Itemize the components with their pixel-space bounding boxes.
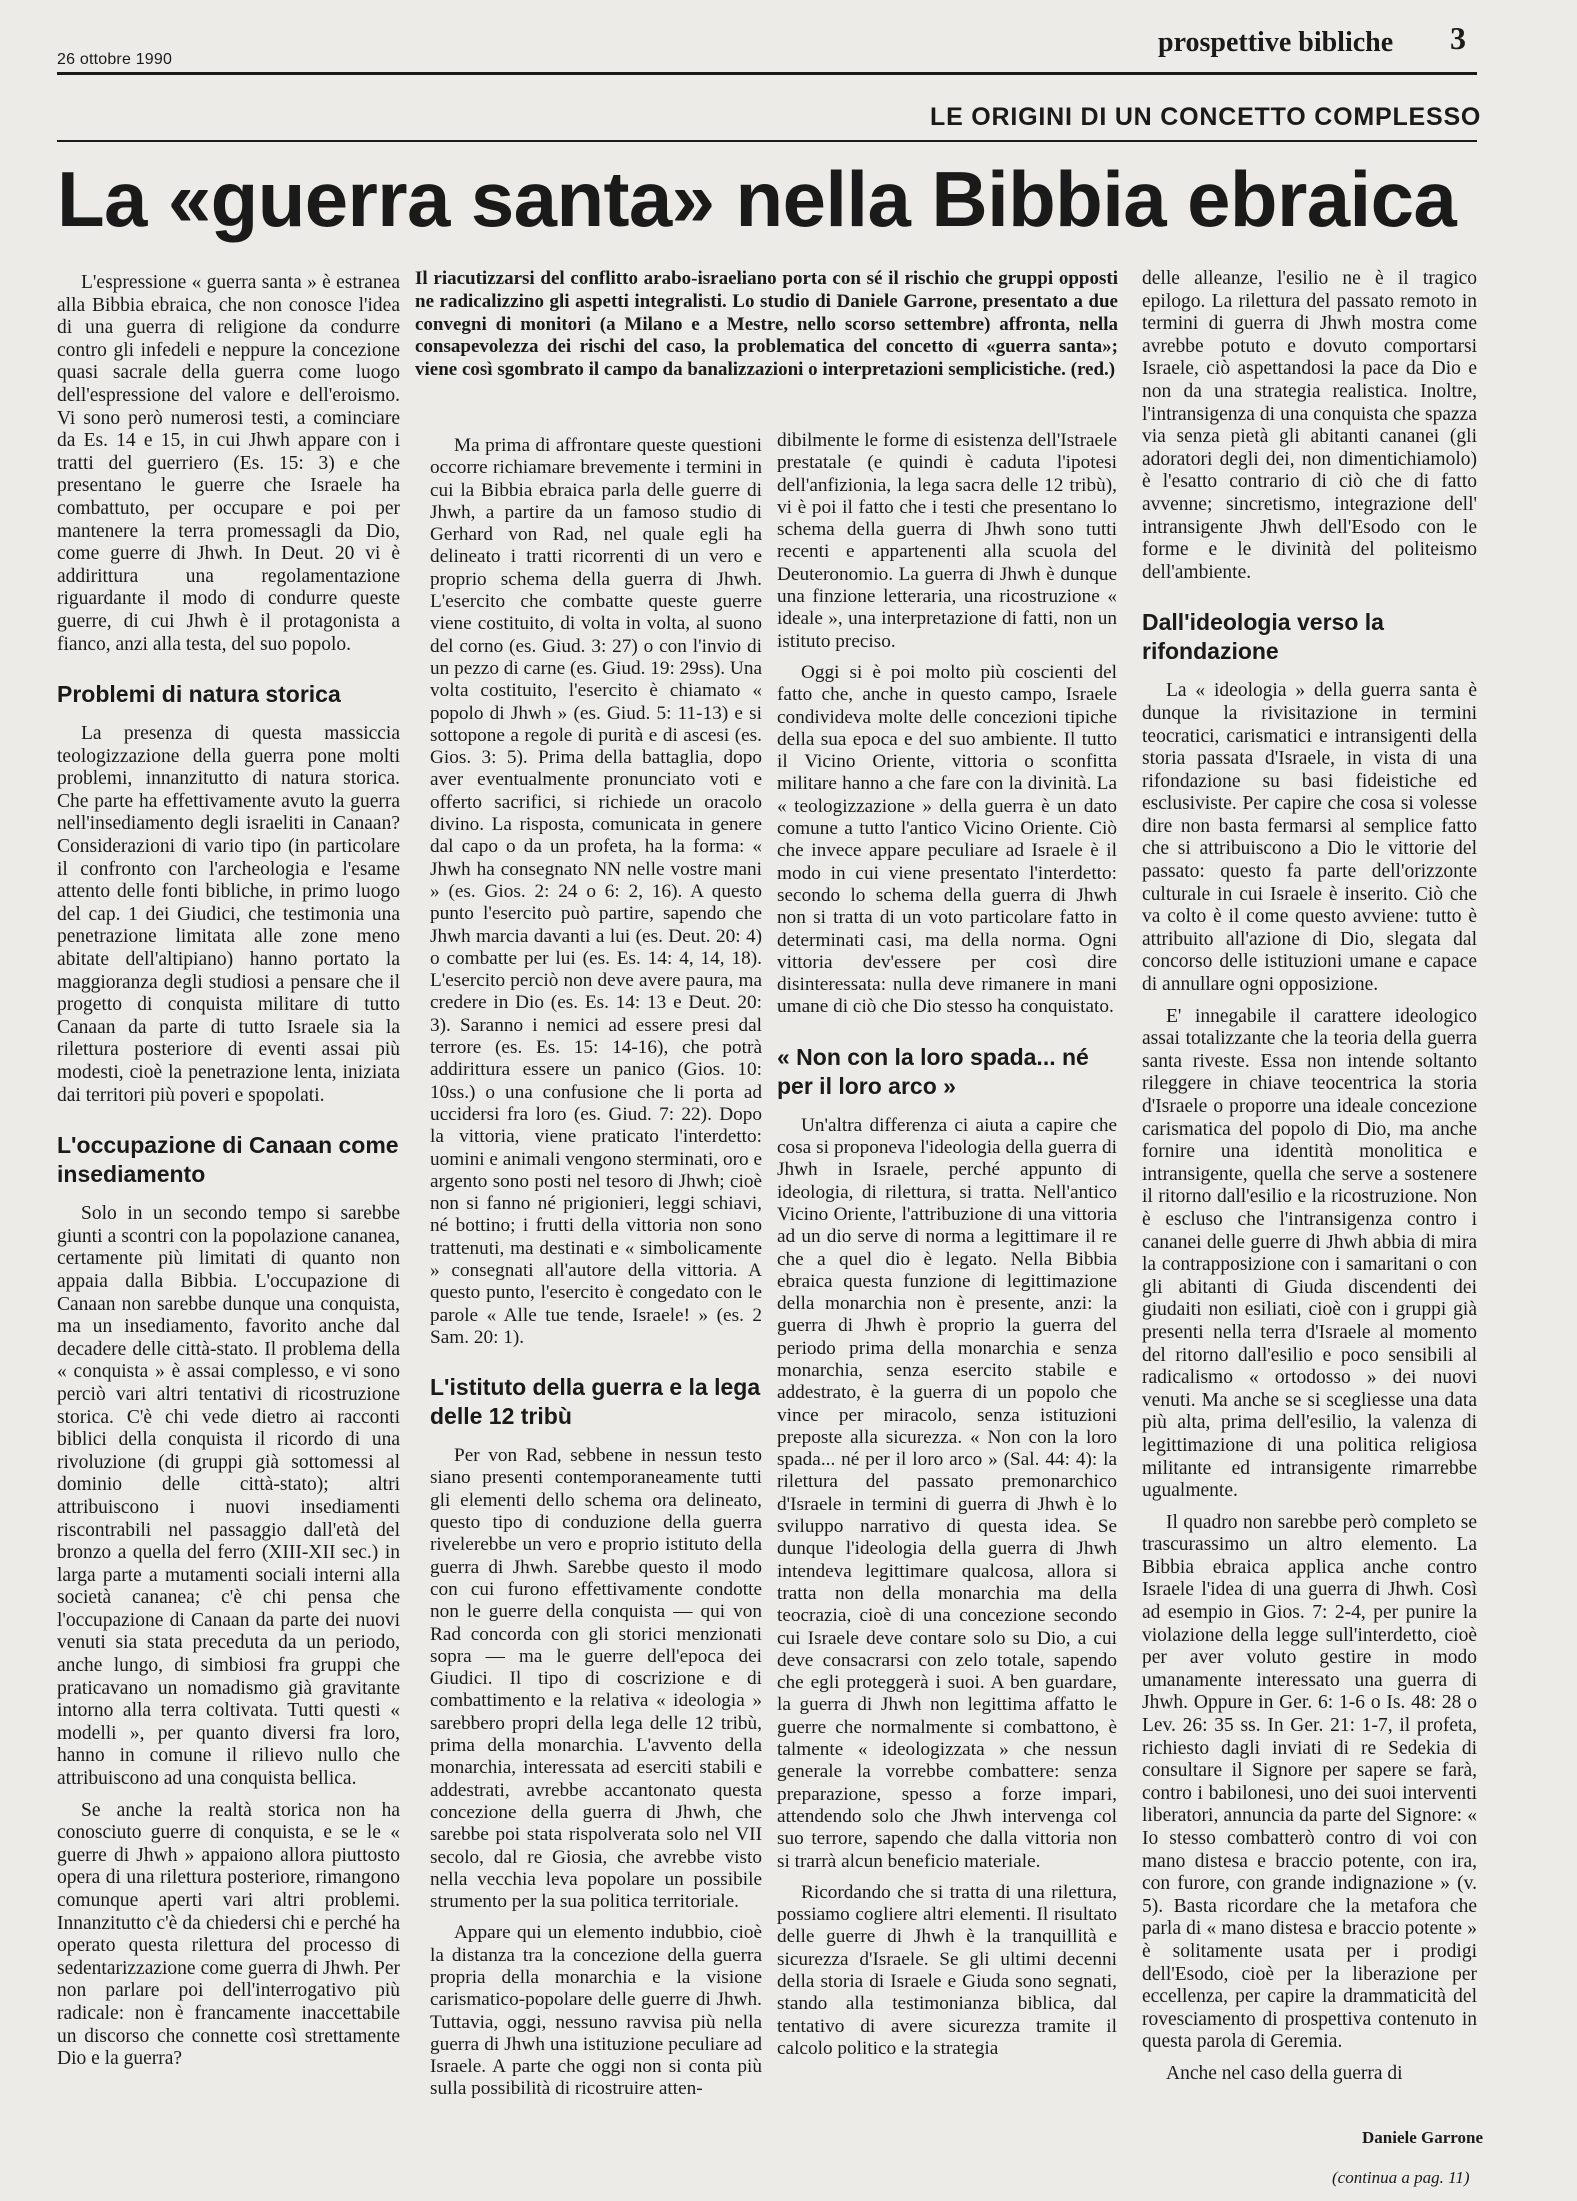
paragraph: Oggi si è poi molto più coscienti del fatto che, anche in questo campo, Israele condivideva molte delle concezioni tipiche della sua epoca e del suo ambiente. Il tutto il Vicino Oriente, vittoria o sconfitta militare hanno a che fare con la divinità. La « teologizzazione » della guerra è un dato comune a tutto l'antico Vicino Oriente. Ciò che invece appare peculiare ad Israele è il modo in cui viene presentato l'interdetto: secondo lo schema della guerra di Jhwh non si tratta di un voto particolare fatto in determinati casi, ma della norma. Ogni vittoria dev'essere per così dire disinteressata: nulla deve rimanere in mani umane di ciò che Dio stesso ha conquistato. bbox=[777, 661, 1117, 1018]
paragraph: Ma prima di affrontare queste questioni occorre richiamare brevemente i termini in cui la Bibbia ebraica parla delle guerre di Jhwh, a partire da un famoso studio di Gerhard von Rad, nel quale egli ha delineato i tratti ricorrenti di un vero e proprio schema della guerra di Jhwh. L'esercito che combatte queste guerre viene costituito, di volta in volta, al suono del corno (es. Giud. 3: 27) o con l'invio di un pezzo di carne (es. Giud. 19: 29ss). Una volta costituito, l'esercito è chiamato « popolo di Jhwh » (es. Giud. 5: 11-13) e si sottopone a regole di purità e di ascesi (es. Gios. 3: 5). Prima della battaglia, dopo aver eventualmente pronunciato voti e offerto sacrifici, si richiede un oracolo divino. La risposta, comunicata in genere dal capo o da un profeta, ha la forma: « Jhwh ha consegnato NN nelle vostre mani » (es. Gios. 2: 24 o 6: 2, 16). A questo punto l'esercito può partire, sapendo che Jhwh marcia davanti a lui (es. Deut. 20: 4) o combatte per lui (es. Es. 14: 4, 14, 18). L'esercito perciò non deve avere paura, ma credere in Dio (es. Es. 14: 13 e Deut. 20: 3). Saranno i nemici ad essere presi dal terrore (es. Es. 15: 14-16), che potrà addirittura essere un panico (Gios. 10: 10ss.) o una confusione che li porta ad uccidersi fra loro (es. Giud. 7: 22). Dopo la vittoria, viene praticato l'interdetto: uomini e animali vengono sterminati, oro e argento sono posti nel tesoro di Jhwh; cioè non si fanno né prigionieri, leggi schiavi, né bottino; i frutti della vittoria non sono trattenuti, ma destinati e « simbolicamente » consegnati all'autore della vittoria. A questo punto, l'esercito è congedato con le parole « Alle tue tende, Israele! » (es. 2 Sam. 20: 1). bbox=[430, 435, 762, 1348]
article-headline: La «guerra santa» nella Bibbia ebraica bbox=[57, 155, 1457, 243]
paragraph: E' innegabile il carattere ideologico assai totalizzante che la teoria della guerra santa riveste. Essa non intende soltanto rileggere in chiave teocentrica la storia d'Israele o proporre una ideale concezione carismatica del popolo di Dio, ma anche fornire una identità monolitica e intransigente, quella che serve a sostenere il ritorno dall'esilio e la ricostruzione. Non è escluso che l'intransigenza contro i cananei delle guerre di Jhwh abbia di mira la contrapposizione con i samaritani o con gli abitanti di Giuda discendenti dei giudaiti non esiliati, cioè con i gruppi già presenti nella terra d'Israele al momento del ritorno dall'esilio e poco sensibili al radicalismo « ortodosso » dei nuovi venuti. Ma anche se si scegliesse una data più alta, prima dell'esilio, la valenza di legittimazione di una politica religiosa militante ed intransigente rimarrebbe ugualmente. bbox=[1142, 1005, 1477, 1502]
paragraph: delle alleanze, l'esilio ne è il tragico epilogo. La rilettura del passato remoto in termini di guerra di Jhwh mostra come avrebbe potuto e dovuto comportarsi Israele, ciò aspettandosi la pace da Dio e non da una strategia realistica. Inoltre, l'intransigenza di una conquista che spazza via senza pietà gli abitanti cananei (gli adoratori degli dei, non dimentichiamolo) è l'esatto contrario di ciò che di fatto avvenne; sincretismo, integrazione dell' intransigente Jhwh dell'Esodo con le forme e le divinità del politeismo dell'ambiente. bbox=[1142, 268, 1477, 583]
kicker-rule bbox=[57, 140, 1477, 142]
paragraph: La presenza di questa massiccia teologizzazione della guerra pone molti problemi, innanzitutto di natura storica. Che parte ha effettivamente avuto la guerra nell'insediamento degli israeliti in Canaan? Considerazioni di vario tipo (in particolare il confronto con l'archeologia e l'esame attento delle fonti bibliche, in primo luogo del cap. 1 dei Giudici, che testimonia una penetrazione limitata alle zone meno abitate dell'altipiano) hanno portato la maggioranza degli studiosi a pensare che il progetto di conquista militare di tutto Canaan da parte di tutto Israele sia la rilettura posteriore di eventi assai più modesti, cioè la penetrazione lenta, iniziata dai territori più poveri e spopolati. bbox=[57, 723, 400, 1106]
paragraph: Appare qui un elemento indubbio, cioè la distanza tra la concezione della guerra propria della monarchia e la visione carismatico-popolare delle guerre di Jhwh. Tuttavia, oggi, nessuno ravvisa più nella guerra di Jhwh una istituzione peculiare ad Israele. A parte che oggi non si conta più sulla possibilità di ricostruire atten- bbox=[430, 1922, 762, 2100]
column-2 bbox=[430, 435, 762, 2110]
paragraph: Il quadro non sarebbe però completo se trascurassimo un altro elemento. La Bibbia ebraica applica anche contro Israele l'idea di una guerra di Jhwh. Così ad esempio in Gios. 7: 2-4, per punire la violazione della legge sull'interdetto, cioè per aver voluto gestire in modo umanamente interessato una guerra di Jhwh. Oppure in Ger. 6: 1-6 o Is. 48: 28 o Lev. 26: 35 ss. In Ger. 21: 1-7, il profeta, richiesto dagli inviati di re Sedekia di consultare il Signore per sapere se farà, contro i babilonesi, uno dei suoi interventi liberatori, annuncia da parte del Signore: « Io stesso combatterò contro di voi con mano distesa e braccio potente, con ira, con furore, con grande indignazione » (v. 5). Basta ricordare che la metafora che parla di « mano distesa e braccio potente » è solitamente usata per i prodigi dell'Esodo, cioè per la liberazione per eccellenza, per capire la drammaticità del rovesciamento di prospettiva contenuto in questa parola di Geremia. bbox=[1142, 1511, 1477, 2053]
issue-date: 26 ottobre 1990 bbox=[57, 51, 173, 68]
paragraph: Se anche la realtà storica non ha conosciuto guerre di conquista, e se le « guerre di Jhwh » appaiono allora piuttosto opera di una rilettura posteriore, rimangono comunque aperti vari altri problemi. Innanzitutto c'è da chiedersi chi e perché ha operato questa rilettura del processo di sedentarizzazione come guerra di Jhwh. Per non parlare poi dell'interrogativo più radicale: non è francamente inaccettabile un discorso che connette così strettamente Dio e la guerra? bbox=[57, 1799, 400, 2070]
subheading: « Non con la loro spada... né per il loro arco » bbox=[777, 1043, 1089, 1099]
continuation-note: (continua a pag. 11) bbox=[1332, 2168, 1470, 2187]
article-kicker: LE ORIGINI DI UN CONCETTO COMPLESSO bbox=[930, 103, 1482, 131]
paragraph: dibilmente le forme di esistenza dell'Istraele prestatale (e quindi è caduta l'ipotesi dell'anfizionia, la lega sacra delle 12 tribù), vi è poi il fatto che i testi che presentano lo schema della guerra di Jhwh sono tutti recenti e appartenenti alla scuola del Deuteronomio. La guerra di Jhwh è dunque una finzione letteraria, una ricostruzione « ideale », una interpretazione di fatti, non un istituto preciso. bbox=[777, 430, 1117, 652]
subheading: L'istituto della guerra e la lega delle 12 tribù bbox=[430, 1374, 761, 1430]
subheading: Dall'ideologia verso la rifondazione bbox=[1142, 609, 1384, 665]
paragraph: Solo in un secondo tempo si sarebbe giunti a scontri con la popolazione cananea, certamente più limitati di quanto non appaia dalla Bibbia. L'occupazione di Canaan non sarebbe dunque una conquista, ma un insediamento, favorito anche dal decadere delle città-stato. Il problema della « conquista » è assai complesso, e vi sono perciò vari altri tentativi di ricostruzione storica. C'è chi vede dietro ai racconti biblici della conquista il ricordo di una rivoluzione (di gruppi già sottomessi al dominio delle città-stato); altri attribuiscono i nuovi insediamenti riscontrabili nel passaggio dall'età del bronzo a quella del ferro (XIII-XII sec.) in larga parte a mutamenti sociali interni alla società cananea; c'è chi pensa che l'occupazione di Canaan da parte dei nuovi venuti sia stata preceduta da un periodo, anche lungo, di simbiosi fra gruppi che praticavano un nomadismo già gravitante intorno alla terra coltivata. Tutti questi « modelli », per quanto diversi fra loro, hanno in comune il rilievo nullo che attribuiscono ad una conquista bellica. bbox=[57, 1203, 400, 1790]
paragraph: Per von Rad, sebbene in nessun testo siano presenti contemporaneamente tutti gli elementi dello schema ora delineato, questo tipo di conduzione della guerra rivelerebbe un vero e proprio istituto della guerra di Jhwh. Sarebbe questo il modo con cui furono effettivamente condotte non le guerre della conquista — qui von Rad concorda con gli storici menzionati sopra — ma le guerre dell'epoca dei Giudici. Il tipo di coscrizione e di combattimento e la relativa « ideologia » sarebbero propri della lega delle 12 tribù, prima della monarchia. L'avvento della monarchia, interessata ad eserciti stabili e addestrati, avrebbe accantonato questa concezione della guerra di Jhwh, che sarebbe poi stata rispolverata solo nel VII secolo, dal re Giosia, che avrebbe visto nella vecchia leva popolare un possibile strumento per la sua politica territoriale. bbox=[430, 1445, 762, 1913]
paragraph: Un'altra differenza ci aiuta a capire che cosa si proponeva l'ideologia della guerra di Jhwh in Israele, perché appunto di ideologia, di rilettura, si tratta. Nell'antico Vicino Oriente, l'attribuzione di una vittoria ad un dio serve di norma a legittimare il re che a quel dio è legato. Nella Bibbia ebraica questa funzione di legittimazione della monarchia non è presente, anzi: la guerra di Jhwh è proprio la guerra del periodo prima della monarchia e senza monarchia, senza esercito stabile e addestrato, è la guerra di un popolo che vince per miracolo, senza istituzioni preposte alla sicurezza. « Non con la loro spada... né per il loro arco » (Sal. 44: 4): la rilettura del passato premonarchico d'Israele in termini di guerra di Jhwh è lo sviluppo narrativo di questa idea. Se dunque l'ideologia della guerra di Jhwh intendeva legittimare qualcosa, allora si tratta non della monarchia ma della teocrazia, cioè di una concezione secondo cui Israele deve contare solo su Dio, a cui deve consacrarsi con zelo totale, sapendo che egli proteggerà i suoi. A ben guardare, la guerra di Jhwh non legittima affatto le guerre che normalmente si combattono, è talmente « ideologizzata » che nessun generale la vorrebbe combattere: senza preparazione, spesso a forze impari, attendendo solo che Jhwh intervenga col suo terrore, sapendo che dalla vittoria non si trarrà alcun beneficio materiale. bbox=[777, 1114, 1117, 1872]
subheading: Problemi di natura storica bbox=[57, 681, 341, 708]
column-4 bbox=[1142, 268, 1477, 2095]
author-signature: Daniele Garrone bbox=[1362, 2128, 1484, 2147]
header-rule bbox=[57, 72, 1477, 75]
page-number: 3 bbox=[1450, 20, 1466, 56]
article-standfirst: Il riacutizzarsi del conflitto arabo-israeliano porta con sé il rischio che gruppi opposti ne radicalizzino gli aspetti integralisti. Lo studio di Daniele Garrone, presentato a due convegni di monitori (a Milano e a Mestre, nello scorso settembre) affronta, nella consapevolezza dei rischi del caso, la problematica del concetto di «guerra santa»; viene così sgombrato il campo da banalizzazioni o interpretazioni semplicistiche. (red.) bbox=[415, 268, 1118, 381]
column-3 bbox=[777, 430, 1117, 2069]
paragraph: Anche nel caso della guerra di bbox=[1166, 2062, 1403, 2084]
paragraph: Ricordando che si tratta di una rilettura, possiamo cogliere altri elementi. Il risultato delle guerre di Jhwh è la tranquillità e sicurezza d'Israele. Se gli ultimi decenni della storia di Israele e Giuda sono segnati, stando alla testimonianza biblica, dal tentativo di avere sicurezza tramite il calcolo politico e la strategia bbox=[777, 1881, 1117, 2059]
subheading: L'occupazione di Canaan come insediamento bbox=[57, 1132, 399, 1188]
paragraph: La « ideologia » della guerra santa è dunque la rivisitazione in termini teocratici, carismatici e intransigenti della storia passata d'Israele, in vista di una rifondazione su basi fideistiche ed esclusiviste. Per capire che cosa si volesse dire non basta fermarsi al semplice fatto che si attribuiscono a Dio le vittorie del passato: questo fa parte dell'orizzonte culturale in cui Israele è inserito. Ciò che va colto è il come questo avviene: tutto è attribuito all'azione di Dio, slegata dal concorso delle istituzioni umane e capace di annullare ogni opposizione. bbox=[1142, 680, 1477, 996]
section-name: prospettive bibliche bbox=[1158, 27, 1394, 58]
paragraph: L'espressione « guerra santa » è estranea alla Bibbia ebraica, che non conosce l'idea di una guerra di religione da condurre contro gli infedeli e neppure la concezione quasi sacrale della guerra come luogo dell'espressione del valore e dell'eroismo. Vi sono però numerosi testi, a cominciare da Es. 14 e 15, in cui Jhwh appare con i tratti del guerriero (Es. 15: 3) e che presentano le guerre che Israele ha combattuto, per occupare e poi per mantenere la terra promessagli da Dio, come guerre di Jhwh. In Deut. 20 vi è addirittura una regolamentazione riguardante il modo di condurre queste guerre, di cui Jhwh è il protagonista a fianco, anzi alla testa, del suo popolo. bbox=[57, 272, 400, 655]
column-1 bbox=[57, 272, 400, 2080]
